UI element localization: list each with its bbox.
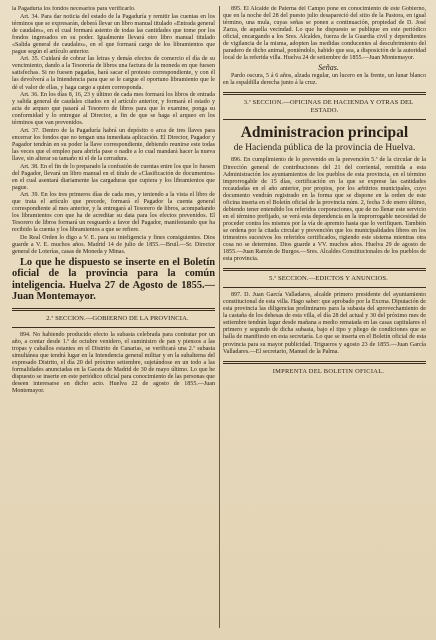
right-paragraph: 897. D. Juan García Valladares, alcalde primero presidente del ayuntamiento constitucional de esta villa. Hago saber: que aprobado por la Excma. Diputación de esta provincia las diligencias preliminares para la subasta del aprovechamiento de la castaña de los dehesas de esta villa, el día 28 del actual y 30 del próximo mes de setiembre tendrán lugar desde mañana a medio rematada en las casas capitulares el primero y segundo de dicha subasta, bajo el tipo y pliego de condiciones que se halla de manifiesto en esta secretaría. Lo que se inserta en el Boletín oficial de esta provincia para su mayor publicidad. Trigueros y agosto 23 de 1855.—Juan García Valladares.—El secretario, Manuel de la Palma. <box>223 292 426 355</box>
column-divider <box>219 6 220 628</box>
imprint-line: IMPRENTA DEL BOLETIN OFICIAL. <box>272 367 385 375</box>
senas-heading: Señas. <box>318 62 339 72</box>
administration-subtitle: de Hacienda pública de la provincia de Huelva. <box>233 142 416 154</box>
section-rule <box>223 119 426 120</box>
footer-rule <box>223 361 426 364</box>
left-paragraph: Art. 39. En los tres primeros días de cada mes, y teniendo a la vista el libro de que trata el artículo que precede, formará el Pagador la cuenta general correspondiente al mes anterior, y la entregará al Tesorero de libros, acompañando los libramientos con que ha de acreditar su data para los efectos prevenidos. El Tesorero de libros formará un resguardo a favor del Pagador, manifestando que ha recibido la cuenta y los libramientos a que se refiere. <box>12 192 215 234</box>
section-rule <box>12 327 215 328</box>
section-heading: 5.ª SECCION.—EDICTOS Y ANUNCIOS. <box>269 275 388 283</box>
left-paragraph: la Pagaduría los fondos necesarios para verificarlo. <box>12 6 136 12</box>
right-paragraph: 896. En cumplimiento de lo prevenido en la prevención 5.ª de la circular de la Dirección general de contribuciones del 21 del corriental, remitida a esta Administración los ayuntamientos de los pueblos de esta provincia, en el término improrrogable de 15 días, certificación en la que se exprese las cantidades recaudadas en el año anterior, por propios, por los arbitrios municipales, cuyo documento vendrán registrado en la forma que se dispone en la orden de este oficina inserta en el Boletín oficial de la provincia núm. 2, fecha 3 de enero último, debiendo tener entendido los referidos corporaciones, que de no llenar este servicio en el término prefijado, se verá esta dependencia en la improrrogable necesidad de proceder contra los mismos por la vía de apremio hasta que lo verifiquen. También se ordena por la citada circular y prevención que los municipalidades libres en los trimestres sucesivos los referidos certificados, rigiendo este sistema mientras otra cosa no se determine. Dios guarde a VV. muchos años. Huelva 29 de agosto de 1855.—Juan Ramón de Burgos.—Sres. Alcaldes Constitucionales de los pueblos de esta provincia. <box>223 157 426 263</box>
right-paragraph: 895. El Alcalde de Paterna del Campo pone en conocimiento de este Gobierno, que en la noche del 28 del puesto julio desapareció del sitio de la Pastora, en igual término, una mula, cuyas señas se ponen a continuación, propiedad de D. José Zarza, de aquella vecindad. Lo que he dispuesto se publique en este periódico oficial, encargando a los Sres. Alcaldes, fuerza de la Guardia civil y dependientes de vigilancia de la misma, adopten las medidas conducentes al descubrimiento del paradero de dicho animal, poniéndolo, habido que sea, a disposición de la autoridad local de la referida villa. Huelva 24 de setiembre de 1855.—Juan Montemayor. <box>223 6 426 62</box>
left-paragraph: Art. 34. Para dar noticia del estado de la Pagaduría y remitir las cuentas en los términos que se expresarán, deberá llevar un libro manual titulado «Entrada general de caudales», en el cual formará asiento de todas las cantidades que tome por los fondos ingresados en su poder. Igualmente llevará otro libro manual titulado «Salida general de caudales», en el que formará cargo de los libramientos que pague según el artículo anterior. <box>12 13 215 55</box>
left-paragraph: 894. No habiendo producido efecto la subasta celebrada para contratar por un año, a contar desde 1.º de octubre venidero, el suministro de pan y piensos a las tropas y caballos estantes en el Distrito de Canarias, se verificará una 2.ª subasta simultánea que tendrá lugar en la Intendencia general militar y en la subalterna del expresado Distrito, el día 20 del próximo setiembre, sujetándose en un todo a las formalidades anunciadas en la Gaceta de Madrid de 30 de mayo último. Lo que he dispuesto se inserte en este periódico oficial para conocimiento de las personas que deseen interesarse en dicho acto. Huelva 22 de agosto de 1855.—Juan Montemayor. <box>12 332 215 395</box>
section-heading: 3.ª SECCION.—OFICINAS DE HACIENDA Y OTRAS DEL ESTADO. <box>243 99 414 115</box>
left-paragraph: Art. 37. Dentro de la Pagaduría habrá un depósito o arca de tres llaves para encerrar los fondos que no tengan una inmediata aplicación. El Director, Pagador y Pagador tendrán en su poder la llave correspondiente, debiendo reunirse este todas las veces que el empleo para abrirla pase o nadie a lo cual mandará hacer la nueva llave, sin alterar su tamaño ni el de la cerradura. <box>12 127 215 162</box>
left-paragraph: Art. 38. En el fin de lo preparado la confusión de cuentas entre los que lo fuesen del Pagador, llevará un libro manual en el título de «Clasificación de documentos» en el cual asentará diariamente las cargaduras que cupiera y los libramientos que pague. <box>12 163 215 191</box>
left-paragraph: De Real Orden lo digo a V. E. para su inteligencia y fines consiguientes. Dios guarde a V. E. muchos años. Madrid 14 de julio de 1855.—Bruil.—Sr. Director general de Loterías, casas de Moneda y Minas. <box>12 235 215 256</box>
two-column-layout <box>12 6 426 634</box>
right-column <box>223 6 426 634</box>
notice-paragraph: Lo que he dispuesto se inserte en el Boletín oficial de la provincia para la común inteligencia. Huelva 27 de Agosto de 1855.—Juan Montemayor. <box>12 256 215 303</box>
left-column <box>12 6 215 634</box>
administration-title: Administracion principal <box>240 124 409 142</box>
section-rule <box>223 92 426 95</box>
section-rule <box>223 287 426 288</box>
right-paragraph: Pardo oscura, 5 á 6 años, alzada regular, un lucero en la frente, un lunar blanco en la espaldilla derecha junto á la cruz. <box>223 73 426 87</box>
left-paragraph: Art. 35. Cuidará de cobrar las letras y demás efectos de comercio el día de su vencimiento, dando a la Tesorería de libros una factura de la moneda en que fuesen satisfechas. Si no fuesen pagadas, hará sacar el protesto correspondiente, y con él las devolverá a la Intendencia para que se le cargue el oportuno libramiento que le dé el valor de ellas, y haga cargo a quien corresponda. <box>12 56 215 91</box>
section-heading: 2.ª SECCION.—GOBIERNO DE LA PROVINCIA. <box>46 315 189 323</box>
left-paragraph: Art. 36. En los días 8, 16, 23 y último de cada mes formará los libros de entrada y salida general de caudales citados en el artículo anterior, y formará el estado y acta de arqueo que pasará al Tesorero de libros para que lo examine, ponga su conformidad y lo entregue al Director, a fin de que se haga el arqueo en los términos que van prevenidos. <box>12 92 215 127</box>
section-rule <box>12 308 215 311</box>
section-rule <box>223 268 426 271</box>
